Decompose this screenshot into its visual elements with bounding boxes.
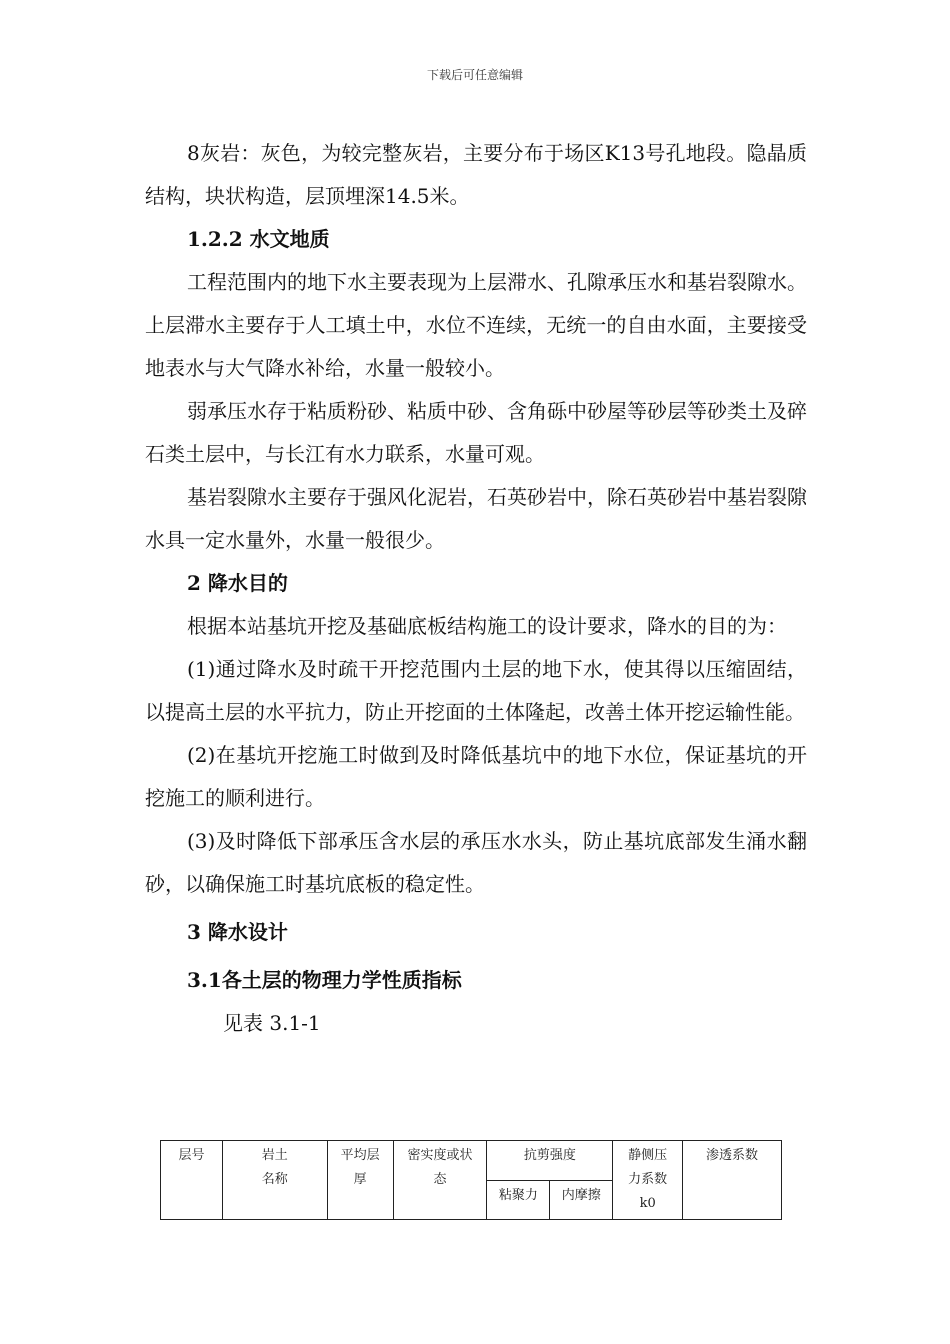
- paragraph-fissure-water: 基岩裂隙水主要存于强风化泥岩，石英砂岩中，除石英砂岩中基岩裂隙水具一定水量外，水量一般很少。: [145, 485, 807, 552]
- paragraph-purpose-1: (1)通过降水及时疏干开挖范围内土层的地下水，使其得以压缩固结，以提高土层的水平抗力，防止开挖面的土体隆起，改善土体开挖运输性能。: [145, 657, 807, 724]
- header-density-state: 密实度或状 态: [393, 1141, 487, 1220]
- paragraph-purpose-3: (3)及时降低下部承压含水层的承压水水头，防止基坑底部发生涌水翻砂，以确保施工时基坑底板的稳定性。: [145, 829, 807, 896]
- header-layer-no: 层号: [161, 1141, 223, 1220]
- heading-dewatering-design: 3 降水设计: [187, 920, 288, 944]
- table-header-row: [161, 1141, 782, 1181]
- heading-hydrogeology: 1.2.2 水文地质: [187, 227, 330, 251]
- header-cohesion: 粘聚力: [487, 1180, 550, 1220]
- header-internal-friction: 内摩擦: [550, 1180, 613, 1220]
- table-reference: 见表 3.1-1: [223, 1011, 321, 1035]
- paragraph-purpose-intro: 根据本站基坑开挖及基础底板结构施工的设计要求，降水的目的为：: [187, 614, 787, 638]
- header-avg-thickness: 平均层 厚: [327, 1141, 393, 1220]
- header-permeability: 渗透系数: [683, 1141, 782, 1220]
- header-rock-soil-name: 岩土 名称: [222, 1141, 327, 1220]
- paragraph-limestone: 8灰岩：灰色，为较完整灰岩，主要分布于场区K13号孔地段。隐晶质结构，块状构造，层顶埋深14.5米。: [145, 141, 807, 208]
- document-body: [145, 132, 807, 1045]
- paragraph-confined-water: 弱承压水存于粘质粉砂、粘质中砂、含角砾中砂屋等砂层等砂类土及碎石类土层中，与长江有水力联系，水量可观。: [145, 399, 807, 466]
- page-header-watermark: 下载后可任意编辑: [426, 68, 523, 82]
- paragraph-purpose-2: (2)在基坑开挖施工时做到及时降低基坑中的地下水位，保证基坑的开挖施工的顺利进行。: [145, 743, 807, 810]
- soil-properties-table: [160, 1140, 782, 1220]
- heading-dewatering-purpose: 2 降水目的: [187, 571, 288, 595]
- paragraph-groundwater: 工程范围内的地下水主要表现为上层滞水、孔隙承压水和基岩裂隙水。上层滞水主要存于人工填土中，水位不连续，无统一的自由水面，主要接受地表水与大气降水补给，水量一般较小。: [145, 270, 807, 380]
- heading-soil-properties: 3.1各土层的物理力学性质指标: [187, 968, 462, 992]
- header-k0: 静侧压 力系数 k0: [613, 1141, 683, 1220]
- header-shear-strength: 抗剪强度: [487, 1141, 613, 1181]
